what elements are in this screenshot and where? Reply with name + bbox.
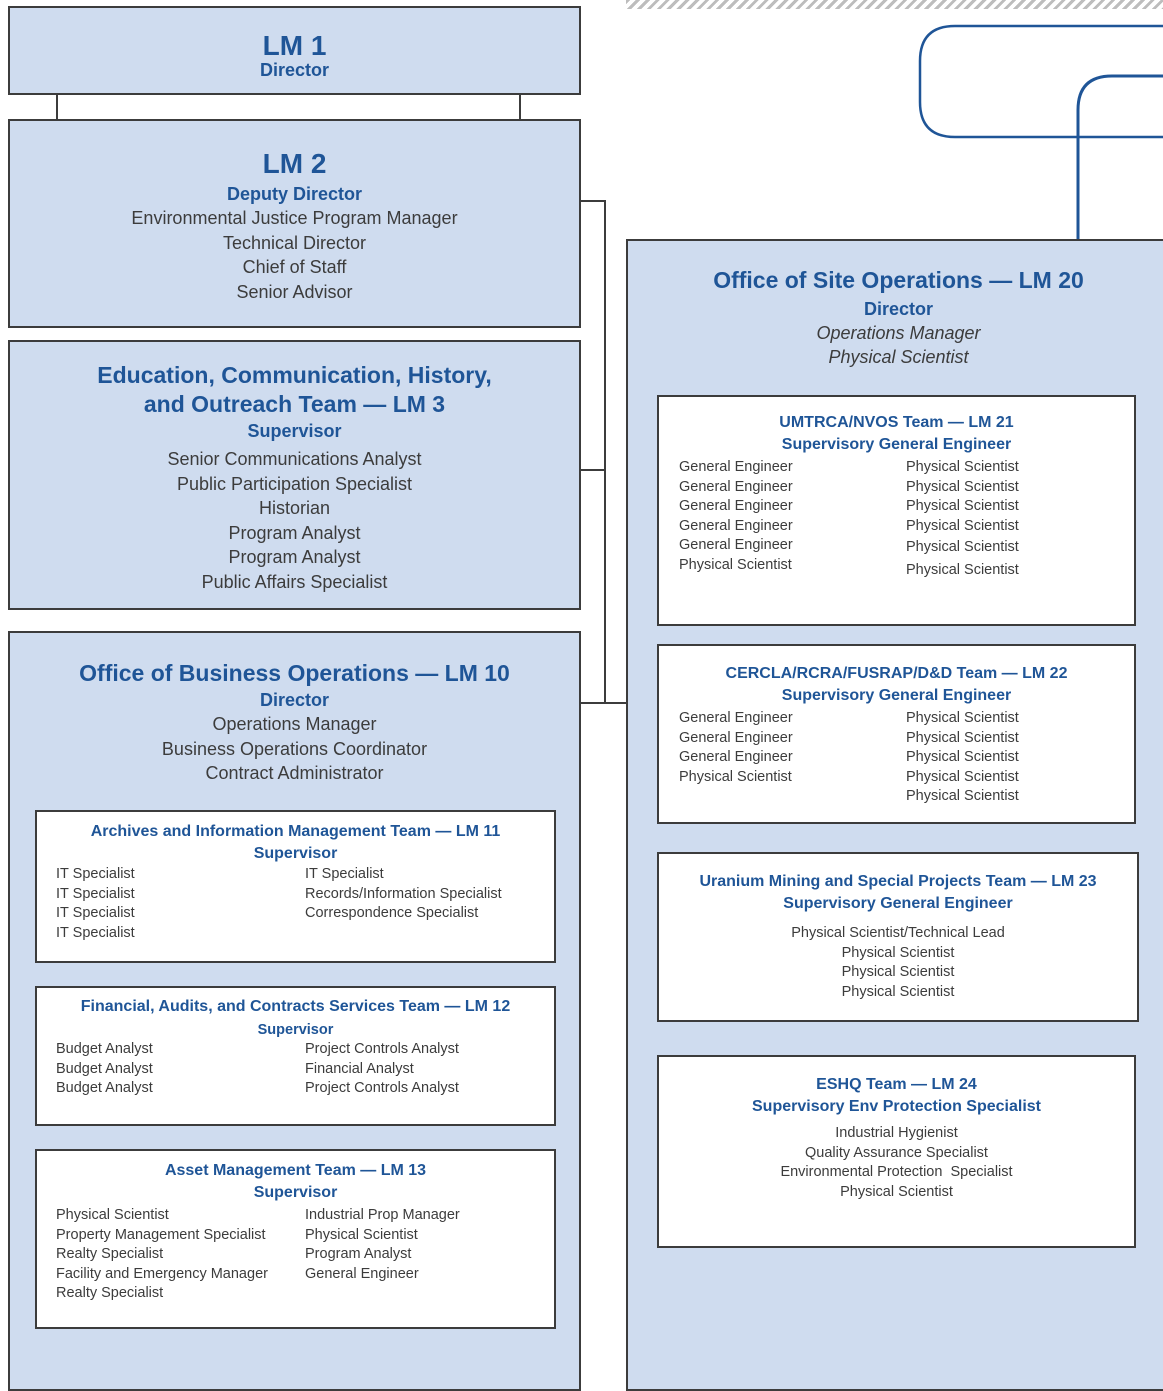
lm3-staff-item: Program Analyst	[228, 522, 361, 543]
lm21-member: Physical Scientist	[906, 561, 1019, 578]
lm24-member: Physical Scientist	[840, 1183, 953, 1200]
lm2-staff-item: Environmental Justice Program Manager	[131, 208, 458, 228]
lm22-member: Physical Scientist	[906, 788, 1019, 805]
lm20-staff-item: Operations Manager	[816, 323, 981, 343]
lm2-staff-item: Senior Advisor	[236, 281, 353, 302]
lm11-member: Records/Information Specialist	[305, 885, 502, 902]
lm23-name: Uranium Mining and Special Projects Team — LM 23	[699, 873, 1097, 890]
lm23-member: Physical Scientist	[841, 944, 955, 961]
lm20-staff-item: Physical Scientist	[828, 347, 969, 367]
lm11-left-column	[56, 865, 305, 943]
lm12-member: Budget Analyst	[56, 1060, 153, 1077]
lm21-member: Physical Scientist	[679, 556, 792, 573]
lm12-left-column	[56, 1040, 305, 1099]
lm11-member: Correspondence Specialist	[305, 905, 479, 922]
connector-lm10-out	[579, 702, 628, 704]
outline-curve-2	[1078, 76, 1163, 240]
lm2-staff-item: Chief of Staff	[242, 257, 347, 277]
lm12-title: Supervisor	[257, 1022, 334, 1038]
lm3-staff-item: Program Analyst	[228, 547, 361, 567]
lm13-member: Program Analyst	[305, 1246, 412, 1263]
lm13-member: Physical Scientist	[305, 1226, 418, 1243]
lm3-staff-item: Public Affairs Specialist	[201, 571, 388, 592]
connector-lm1-lm2-right	[519, 94, 521, 120]
lm22-cercla-team-box	[657, 644, 1136, 824]
lm21-member: General Engineer	[679, 537, 793, 554]
lm22-member: General Engineer	[679, 710, 793, 726]
lm23-member: Physical Scientist/Technical Lead	[791, 925, 1005, 941]
lm21-member: General Engineer	[679, 478, 793, 495]
lm13-name: Asset Management Team — LM 13	[164, 1162, 427, 1179]
lm1-director-box	[8, 6, 581, 95]
lm13-member: Physical Scientist	[56, 1207, 169, 1223]
lm10-name: Office of Business Operations — LM 10	[79, 660, 510, 686]
lm22-member: Physical Scientist	[906, 768, 1019, 785]
lm10-staff-item: Business Operations Coordinator	[161, 738, 428, 759]
lm22-member: General Engineer	[679, 749, 793, 766]
lm12-member: Budget Analyst	[56, 1041, 153, 1057]
lm23-uranium-mining-team-box	[657, 852, 1139, 1022]
lm11-member: IT Specialist	[56, 885, 135, 902]
lm24-name: ESHQ Team — LM 24	[816, 1076, 977, 1093]
lm2-code: LM 2	[262, 148, 327, 179]
lm13-member: General Engineer	[305, 1265, 419, 1282]
lm24-member: Industrial Hygienist	[835, 1125, 958, 1141]
lm11-name: Archives and Information Management Team — LM 11	[90, 823, 501, 840]
connector-vertical-trunk	[604, 200, 606, 703]
lm24-title: Supervisory Env Protection Specialist	[752, 1098, 1041, 1115]
lm3-outreach-box	[8, 340, 581, 610]
lm21-title: Supervisory General Engineer	[781, 436, 1012, 453]
lm22-title: Supervisory General Engineer	[781, 687, 1012, 704]
lm12-member: Project Controls Analyst	[305, 1080, 459, 1097]
lm1-code: LM 1	[262, 30, 327, 61]
lm21-member: General Engineer	[679, 459, 793, 475]
lm21-member: General Engineer	[679, 498, 793, 515]
lm2-deputy-box	[8, 119, 581, 328]
lm21-member: Physical Scientist	[906, 478, 1019, 495]
lm3-staff-item: Public Participation Specialist	[176, 473, 413, 494]
lm10-staff-item: Contract Administrator	[205, 763, 384, 783]
lm13-member: Realty Specialist	[56, 1285, 164, 1302]
lm11-member: IT Specialist	[56, 905, 135, 922]
lm22-name: CERCLA/RCRA/FUSRAP/D&D Team — LM 22	[725, 665, 1068, 682]
lm2-staff-item: Technical Director	[222, 232, 367, 253]
lm21-member: Physical Scientist	[906, 459, 1019, 475]
lm22-left-column	[679, 709, 906, 807]
lm22-member: General Engineer	[679, 729, 793, 746]
lm11-member: IT Specialist	[56, 924, 135, 941]
lm11-member: IT Specialist	[305, 866, 384, 882]
lm22-member: Physical Scientist	[679, 768, 792, 785]
lm21-left-column	[679, 458, 906, 581]
lm12-name: Financial, Audits, and Contracts Services Team — LM 12	[80, 998, 511, 1015]
lm24-eshq-team-box	[657, 1055, 1136, 1248]
lm23-member: Physical Scientist	[841, 983, 955, 1000]
lm11-right-column	[305, 865, 502, 943]
lm10-staff-item: Operations Manager	[212, 714, 377, 734]
lm23-title: Supervisory General Engineer	[783, 895, 1013, 912]
lm21-member: Physical Scientist	[906, 517, 1019, 534]
lm21-right-column	[906, 458, 1019, 581]
lm21-member: Physical Scientist	[906, 498, 1019, 515]
lm21-member: General Engineer	[679, 517, 793, 534]
lm12-member: Financial Analyst	[305, 1060, 414, 1077]
lm24-member: Quality Assurance Specialist	[805, 1144, 988, 1161]
lm1-title: Director	[259, 60, 330, 80]
lm13-member: Industrial Prop Manager	[305, 1207, 460, 1223]
lm24-member: Environmental Protection Specialist	[780, 1164, 1013, 1181]
lm11-title: Supervisor	[253, 845, 338, 862]
lm21-member: Physical Scientist	[906, 539, 1019, 556]
lm3-name-line1: Education, Communication, History,	[97, 362, 492, 388]
lm12-member: Budget Analyst	[56, 1080, 153, 1097]
lm13-member: Facility and Emergency Manager	[56, 1265, 268, 1282]
lm23-member: Physical Scientist	[841, 964, 955, 981]
lm13-left-column	[56, 1206, 305, 1304]
lm22-right-column	[906, 709, 1019, 807]
lm22-member: Physical Scientist	[906, 710, 1019, 726]
lm20-name: Office of Site Operations — LM 20	[713, 267, 1084, 293]
lm20-title: Director	[863, 299, 934, 319]
lm2-title: Deputy Director	[226, 184, 363, 204]
lm22-member: Physical Scientist	[906, 749, 1019, 766]
lm3-staff-item: Historian	[258, 498, 331, 518]
lm13-title: Supervisor	[253, 1184, 338, 1201]
lm22-member: Physical Scientist	[906, 729, 1019, 746]
lm3-name-line2: and Outreach Team — LM 3	[143, 391, 446, 417]
outline-curve-1	[920, 26, 1163, 137]
lm13-asset-management-team-box	[35, 1149, 556, 1329]
connector-lm1-lm2-left	[56, 94, 58, 120]
lm21-umtrca-team-box	[657, 395, 1136, 626]
lm13-member: Property Management Specialist	[56, 1226, 266, 1243]
lm21-name: UMTRCA/NVOS Team — LM 21	[779, 414, 1014, 431]
lm3-title: Supervisor	[247, 421, 342, 441]
lm13-member: Realty Specialist	[56, 1246, 164, 1263]
connector-lm3-out	[579, 469, 605, 471]
lm10-title: Director	[259, 690, 330, 710]
lm13-right-column	[305, 1206, 460, 1304]
hatch-band	[626, 0, 1163, 9]
lm11-member: IT Specialist	[56, 866, 135, 882]
lm12-financial-team-box	[35, 986, 556, 1126]
lm3-staff-item: Senior Communications Analyst	[167, 449, 422, 469]
lm12-member: Project Controls Analyst	[305, 1041, 459, 1057]
connector-lm2-out	[579, 200, 605, 202]
lm12-right-column	[305, 1040, 459, 1099]
lm11-archives-team-box	[35, 810, 556, 963]
